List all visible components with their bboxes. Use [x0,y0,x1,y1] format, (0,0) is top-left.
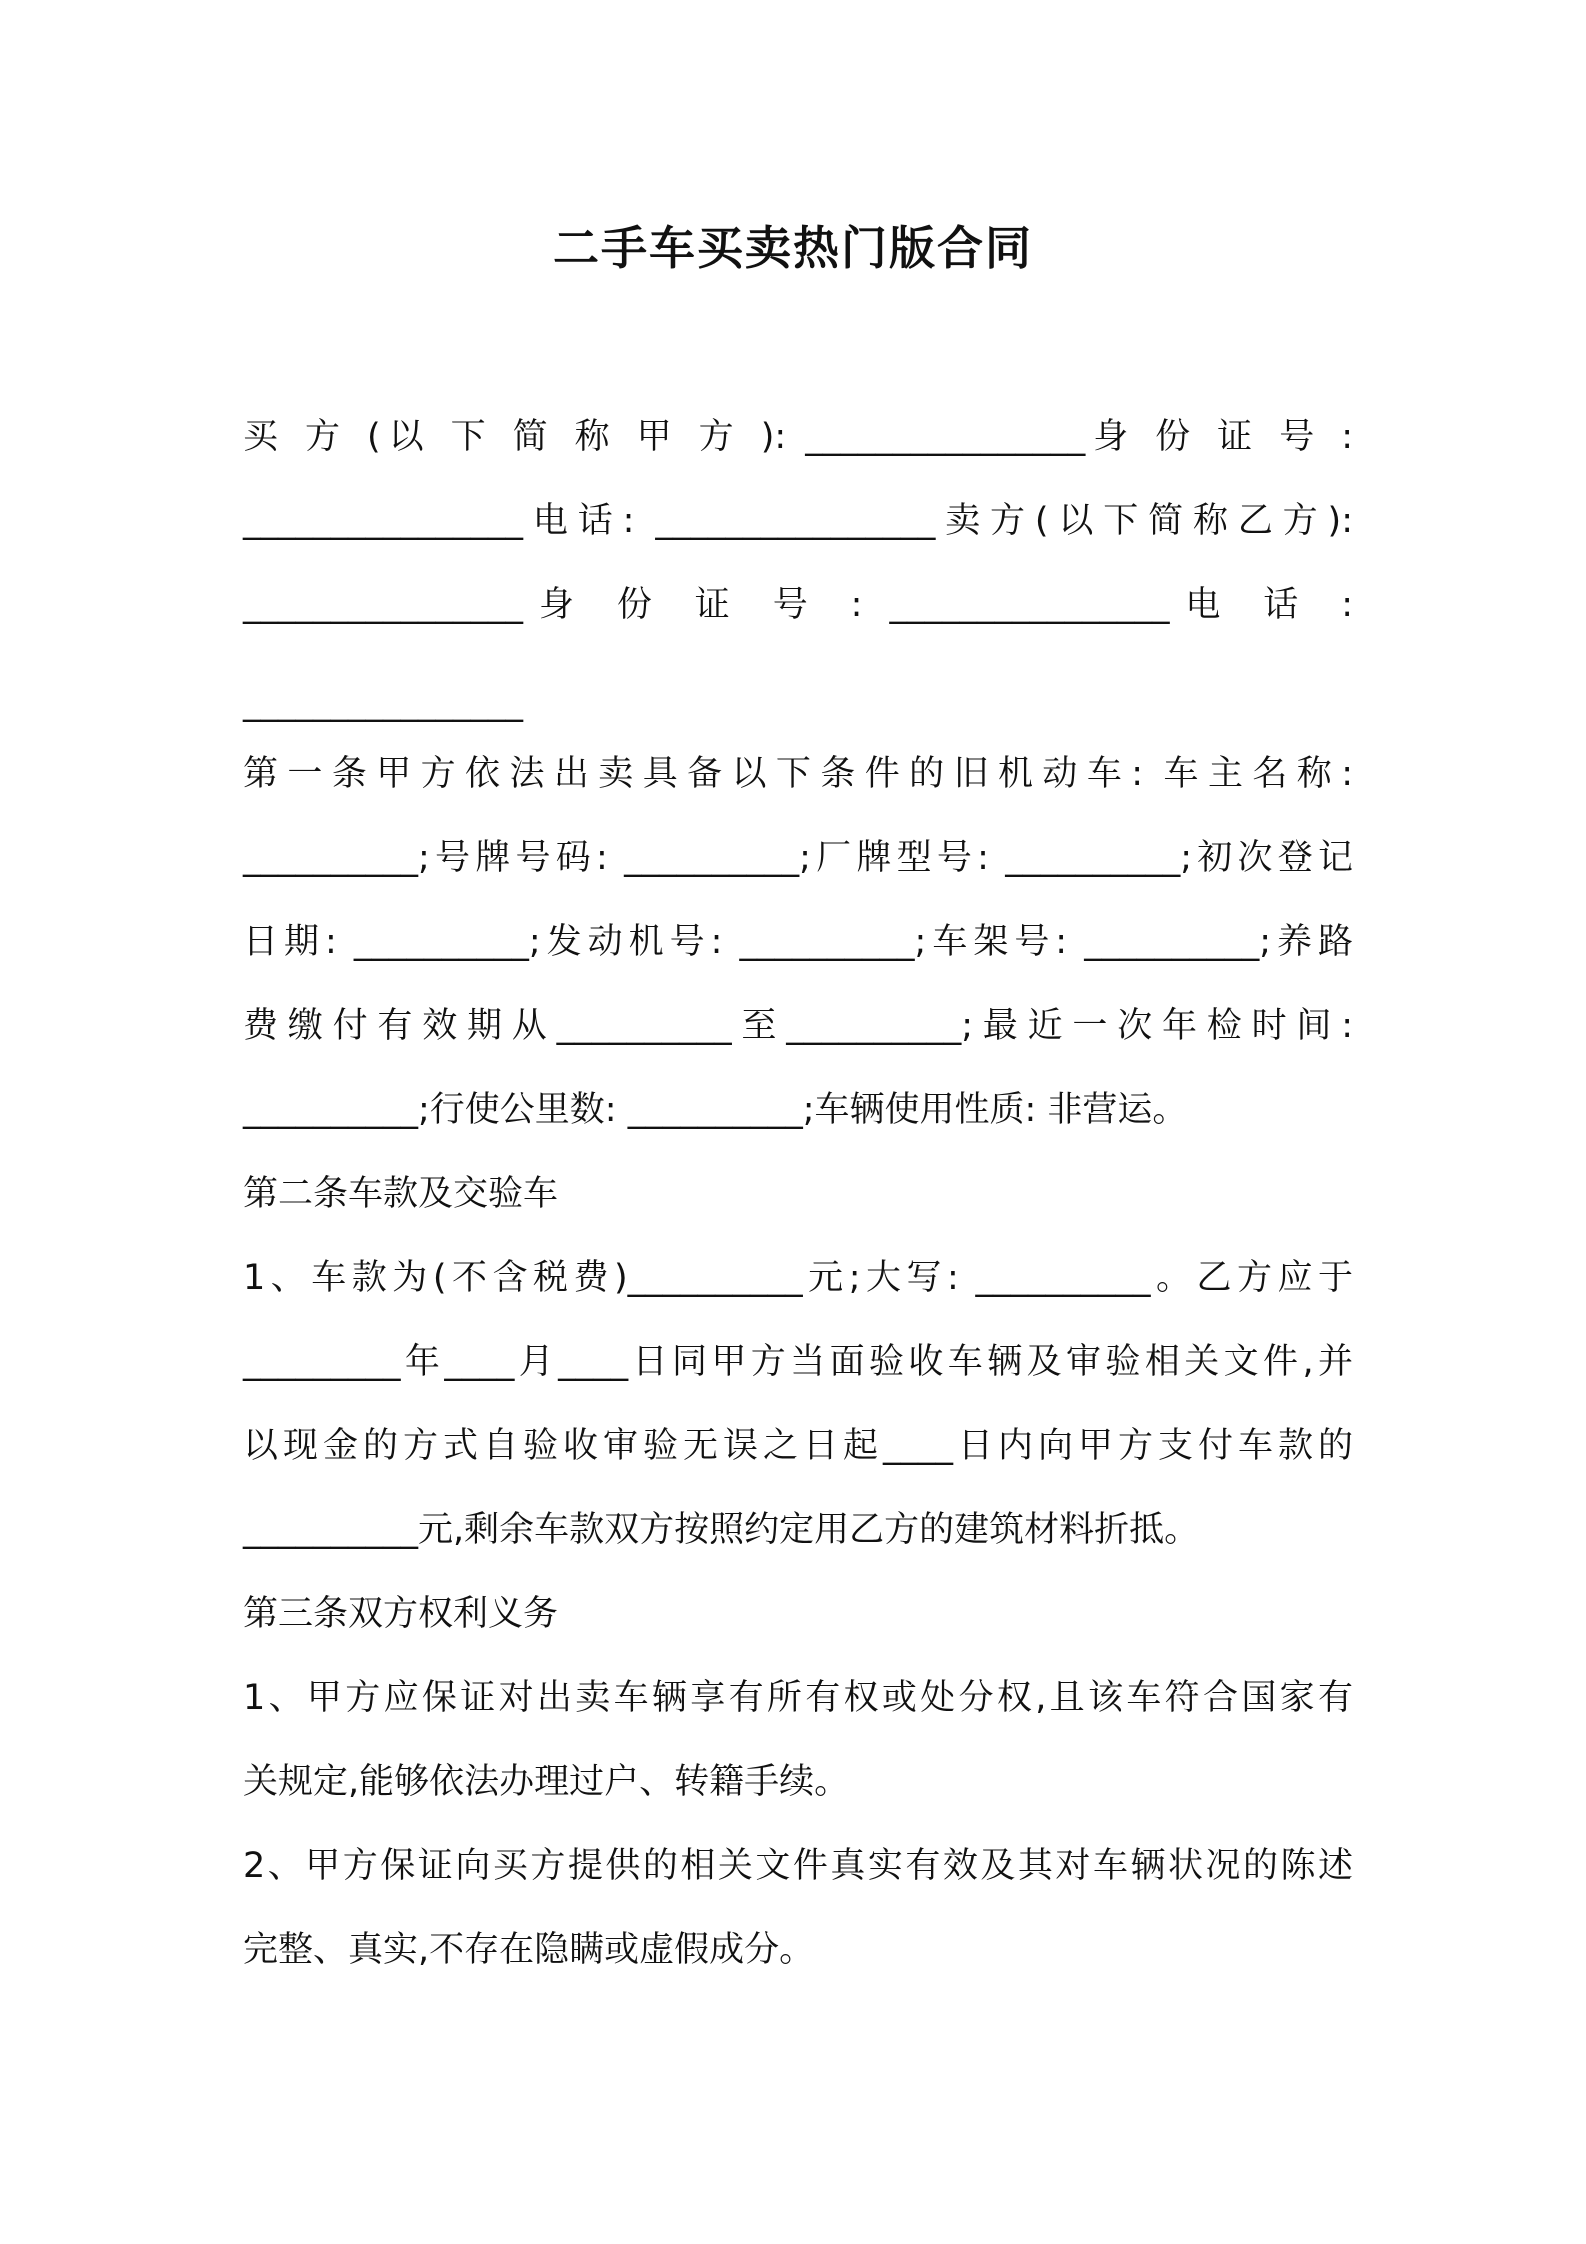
contract-line: _________年____月____日同甲方当面验收车辆及审验相关文件,并 [243,1342,1353,1382]
contract-line: 完整、真实,不存在隐瞒或虚假成分。 [243,1930,815,1970]
contract-line: __________元,剩余车款双方按照约定用乙方的建筑材料折抵。 [243,1510,1200,1550]
contract-line: 以现金的方式自验收审验无误之日起____日内向甲方支付车款的 [243,1426,1353,1466]
contract-line: ________________身 份 证 号 : ________________电 话 : [243,585,1353,625]
contract-line: 第一条甲方依法出卖具备以下条件的旧机动车: 车主名称: [243,754,1353,794]
contract-line: __________;行使公里数: __________;车辆使用性质: 非营运。 [243,1090,1188,1130]
contract-line: 日期: __________;发动机号: __________;车架号: __________;养路 [243,922,1353,962]
contract-line: 买 方 (以 下 简 称 甲 方 ): ________________身 份 证 号 : [243,417,1353,457]
contract-line: 第二条车款及交验车 [243,1174,559,1214]
contract-line: 费缴付有效期从__________至__________;最近一次年检时间: [243,1006,1353,1046]
contract-line: 2、甲方保证向买方提供的相关文件真实有效及其对车辆状况的陈述 [243,1846,1353,1886]
contract-line: ________________电话: ________________卖方(以下简称乙方): [243,501,1353,541]
contract-line: 1、甲方应保证对出卖车辆享有所有权或处分权,且该车符合国家有 [243,1678,1353,1718]
document-title: 二手车买卖热门版合同 [553,221,1033,275]
contract-line: 关规定,能够依法办理过户、转籍手续。 [243,1762,850,1802]
contract-line: ________________ [243,683,523,723]
contract-line: 1、车款为(不含税费)__________元;大写: __________。乙方应于 [243,1258,1353,1298]
contract-line: __________;号牌号码: __________;厂牌型号: __________;初次登记 [243,838,1353,878]
contract-line: 第三条双方权利义务 [243,1594,559,1634]
